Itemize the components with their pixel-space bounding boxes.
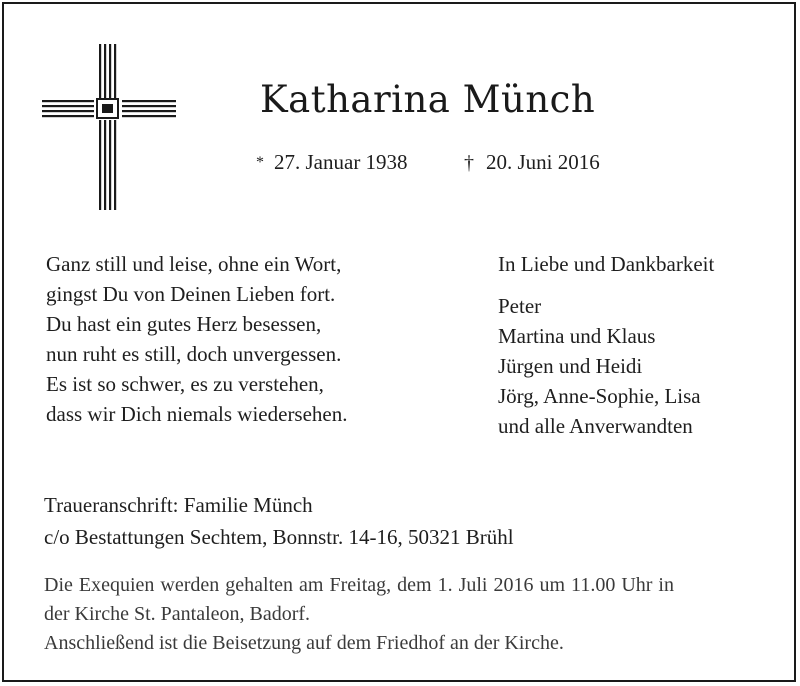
service-line-3: Anschließend ist die Beisetzung auf dem Friedhof an der Kirche. (44, 632, 564, 654)
deceased-name: Katharina Münch (260, 78, 596, 121)
address-line-1: Traueranschrift: Familie Münch (44, 493, 313, 517)
poem-line: Du hast ein gutes Herz besessen, (46, 312, 322, 336)
mourner-name: und alle Anverwandten (498, 414, 693, 438)
birth-star-icon: * (256, 154, 264, 171)
mourner-name: Jürgen und Heidi (498, 354, 643, 378)
death-date-text: 20. Juni 2016 (486, 150, 600, 174)
birth-date-text: 27. Januar 1938 (274, 150, 408, 174)
mourning-address (44, 489, 514, 553)
service-line-1: Die Exequien werden gehalten am Freitag, dem 1. Juli 2016 um 11.00 Uhr in (44, 574, 674, 596)
cross-icon (42, 44, 176, 210)
mourner-name: Martina und Klaus (498, 324, 656, 348)
poem-line: gingst Du von Deinen Lieben fort. (46, 282, 336, 306)
death-date (464, 150, 600, 175)
service-line-2: der Kirche St. Pantaleon, Badorf. (44, 603, 311, 625)
poem-line: dass wir Dich niemals wiedersehen. (46, 402, 348, 426)
poem-line: Ganz still und leise, ohne ein Wort, (46, 252, 342, 276)
mourners-heading: In Liebe und Dankbarkeit (498, 252, 715, 276)
death-cross-icon: † (464, 152, 474, 174)
birth-date (256, 150, 408, 175)
obituary-notice (2, 2, 796, 682)
mourner-name: Peter (498, 294, 542, 318)
poem (46, 249, 348, 429)
poem-line: nun ruht es still, doch unvergessen. (46, 342, 342, 366)
address-line-2: c/o Bestattungen Sechtem, Bonnstr. 14-16, 50321 Brühl (44, 525, 514, 549)
poem-line: Es ist so schwer, es zu verstehen, (46, 372, 324, 396)
mourner-name: Jörg, Anne-Sophie, Lisa (498, 384, 701, 408)
mourners (498, 249, 714, 441)
funeral-service-info (44, 571, 674, 658)
